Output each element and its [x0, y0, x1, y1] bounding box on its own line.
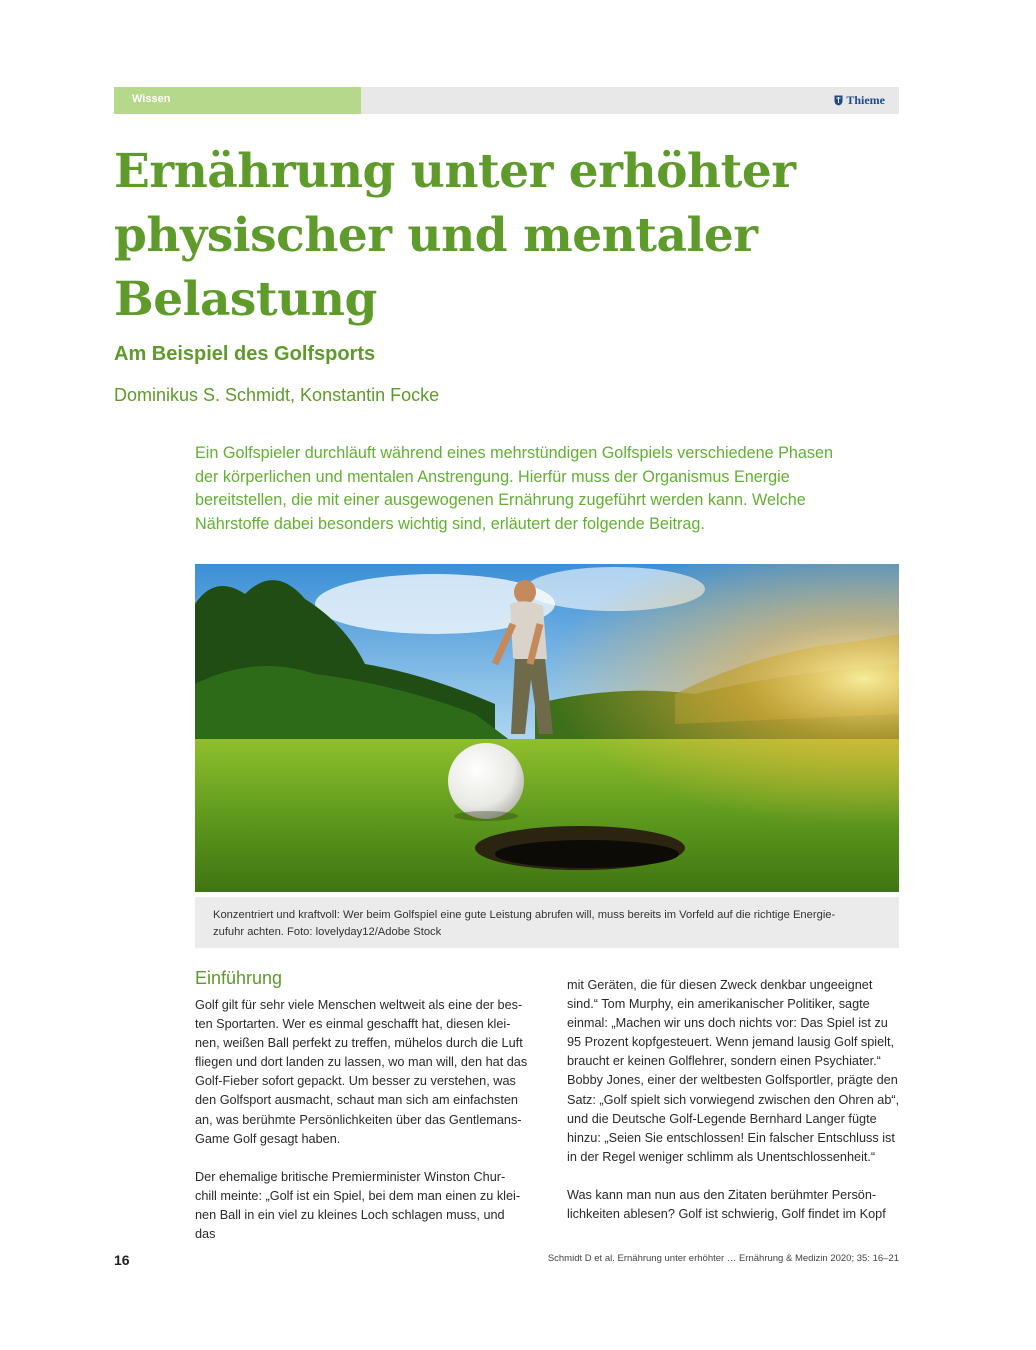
abstract-line: bereitstellen, die mit einer ausgewogenen Ernährung zugeführt werden kann. Welche: [195, 491, 806, 510]
body-paragraph: [567, 1186, 900, 1224]
publisher-logo: [834, 93, 885, 108]
photo-caption: [195, 897, 899, 948]
footer-citation: Schmidt D et al. Ernährung unter erhöhter … Ernährung & Medizin 2020; 35: 16–21: [547, 1253, 899, 1264]
body-column-left: [195, 966, 528, 1244]
golf-ball-hole-photo-icon: [195, 564, 899, 892]
title-line: Ernährung unter erhöhter: [114, 144, 796, 199]
body-paragraph: [195, 996, 528, 1149]
body-line: fliegen und dort landen zu lassen, wo man will, den hat das: [195, 1055, 528, 1070]
section-label: Wissen: [132, 93, 171, 105]
golf-photo: [195, 564, 899, 892]
abstract-line: Ein Golfspieler durchläuft während eines mehrstündigen Golfspiels verschiedene Phasen: [195, 444, 833, 462]
body-line: den Golfsport ausmacht, schaut man sich am einfachsten: [195, 1093, 518, 1108]
abstract-line: Nährstoffe dabei besonders wichtig sind, erläutert der folgende Beitrag.: [195, 515, 705, 534]
body-line: mit Geräten, die für diesen Zweck denkbar ungeeignet: [567, 978, 873, 992]
body-line: nen Ball in ein viel zu kleines Loch schlagen muss, und das: [195, 1207, 505, 1242]
body-column-right: [567, 976, 900, 1224]
body-line: Golf gilt für sehr viele Menschen weltweit als eine der bes-: [195, 998, 523, 1012]
body-line: Satz: „Golf spielt sich vorwiegend zwischen den Ohren ab“,: [567, 1092, 900, 1107]
body-line: braucht er keinen Golflehrer, sondern einen Psychiater.“: [567, 1054, 881, 1069]
body-line: lichkeiten ablesen? Golf ist schwierig, Golf findet im Kopf: [567, 1207, 886, 1222]
section-tag: [114, 87, 361, 114]
body-line: Bobby Jones, einer der weltbesten Golfsportler, prägte den: [567, 1073, 898, 1088]
body-line: einmal: „Machen wir uns doch nichts vor: Das Spiel ist zu: [567, 1016, 888, 1031]
section-heading: Einführung: [195, 968, 283, 988]
article-abstract: [195, 442, 885, 537]
body-line: Game Golf gesagt haben.: [195, 1131, 341, 1146]
article-title: [114, 140, 914, 332]
article-subtitle: Am Beispiel des Golfsports: [114, 343, 376, 365]
abstract-line: der körperlichen und mentalen Anstrengung. Hierfür muss der Organismus Energie: [195, 467, 790, 486]
body-line: ten Sportarten. Wer es einmal geschafft hat, diesen klei-: [195, 1017, 511, 1032]
article-authors: Dominikus S. Schmidt, Konstantin Focke: [114, 385, 440, 405]
body-paragraph: [567, 976, 900, 1167]
body-line: nen, weißen Ball perfekt zu treffen, mühelos durch die Luft: [195, 1036, 523, 1051]
body-line: Was kann man nun aus den Zitaten berühmter Persön-: [567, 1187, 877, 1202]
caption-line: Konzentriert und kraftvoll: Wer beim Golfspiel eine gute Leistung abrufen will, muss bereits im Vorfeld auf die richtige Energie-: [213, 909, 836, 921]
body-line: chill meinte: „Golf ist ein Spiel, bei dem man einen zu klei-: [195, 1188, 521, 1203]
body-paragraph: [195, 1168, 528, 1244]
body-line: in der Regel weniger schlimm als Unentschlossenheit.“: [567, 1149, 876, 1164]
title-line: Belastung: [114, 272, 377, 327]
body-line: Golf-Fieber sofort gepackt. Um besser zu verstehen, was: [195, 1074, 516, 1089]
body-line: Der ehemalige britische Premierminister Winston Chur-: [195, 1169, 506, 1184]
section-header-bar: [114, 87, 899, 114]
body-line: und die Deutsche Golf-Legende Bernhard Langer fügte: [567, 1111, 877, 1126]
body-line: an, was berühmte Persönlichkeiten über das Gentlemans-: [195, 1112, 522, 1127]
publisher-name: Thieme: [846, 93, 885, 107]
body-line: hinzu: „Seien Sie entschlossen! Ein falscher Entschluss ist: [567, 1130, 895, 1145]
title-line: physischer und mentaler: [114, 208, 758, 263]
page-number: 16: [114, 1252, 130, 1268]
thieme-crest-icon: [834, 95, 843, 106]
body-line: 95 Prozent kopfgesteuert. Wenn jemand lausig Golf spielt,: [567, 1035, 895, 1050]
body-line: sind.“ Tom Murphy, ein amerikanischer Politiker, sagte: [567, 997, 870, 1012]
caption-line: zufuhr achten. Foto: lovelyday12/Adobe Stock: [213, 926, 442, 938]
